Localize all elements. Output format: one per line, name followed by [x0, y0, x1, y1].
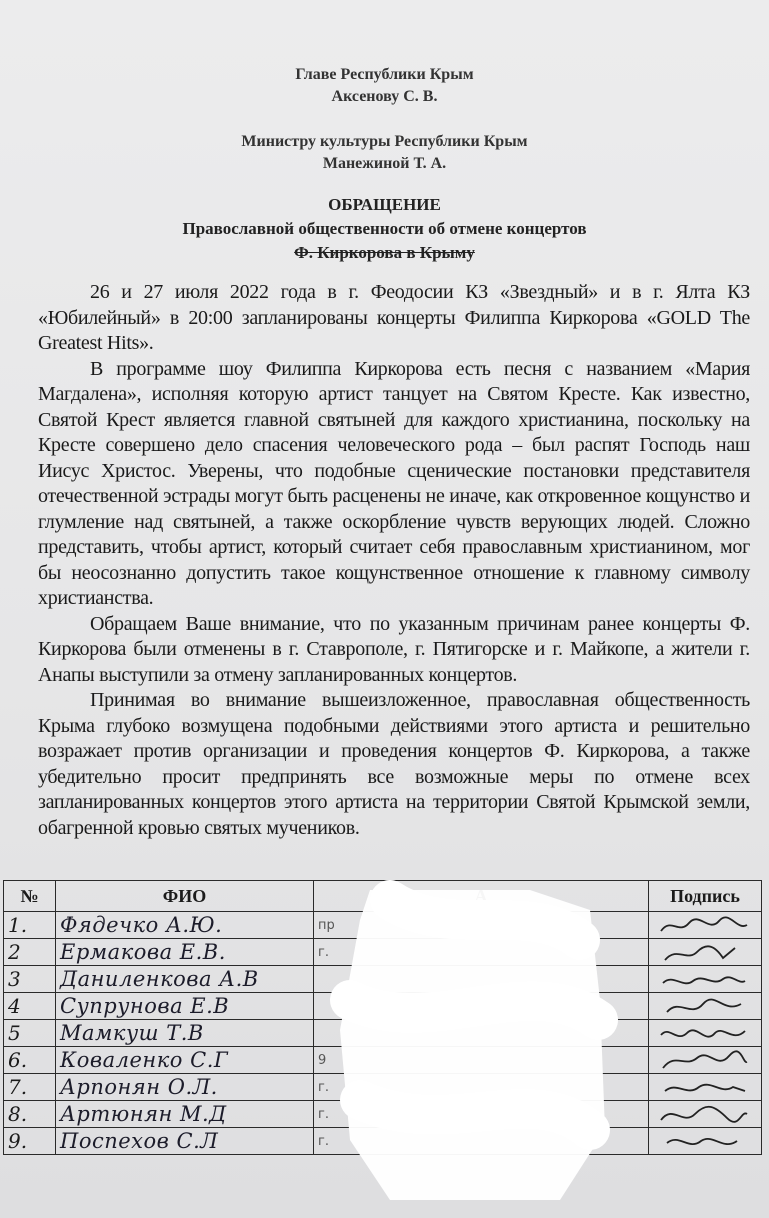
- handwritten-signature: [657, 996, 752, 1018]
- document-subtitle: Православной общественности об отмене концертов: [182, 219, 587, 238]
- row-signature: [649, 912, 762, 939]
- row-number: 9.: [4, 1128, 56, 1155]
- row-number: 3: [4, 966, 56, 993]
- row-fio: Даниленкова А.В: [56, 966, 314, 993]
- row-fio: Мамкуш Т.В: [56, 1020, 314, 1047]
- row-address: г.: [314, 939, 649, 966]
- document-title: ОБРАЩЕНИЕ: [328, 195, 441, 214]
- document-subtitle: Ф. Киркорова в Крыму: [294, 243, 475, 262]
- row-signature: [649, 1074, 762, 1101]
- handwritten-signature: [657, 1131, 752, 1153]
- row-signature: [649, 1047, 762, 1074]
- paragraph-cancellations: Обращаем Ваше внимание, что по указанным причинам ранее концерты Ф. Киркорова были отменены в г. Ставрополе, г. Пятигорске и г. Майкопе, а жители г. Анапы выступили за отмену запланированных концертов.: [38, 612, 750, 686]
- row-fio: Поспехов С.Л: [56, 1128, 314, 1155]
- addressee-line: Главе Республики Крым: [295, 66, 474, 83]
- row-address: г.: [314, 1128, 649, 1155]
- row-fio: Коваленко С.Г: [56, 1047, 314, 1074]
- column-header-fio: ФИО: [56, 881, 314, 912]
- row-fio: Арпонян О.Л.: [56, 1074, 314, 1101]
- row-signature: [649, 1128, 762, 1155]
- row-address: 9: [314, 1047, 649, 1074]
- addressee-minister: [0, 131, 769, 175]
- row-number: 4: [4, 993, 56, 1020]
- row-signature: [649, 966, 762, 993]
- addressee-line: Манежиной Т. А.: [322, 155, 447, 172]
- row-number: 1.: [4, 912, 56, 939]
- row-signature: [649, 939, 762, 966]
- handwritten-signature: [657, 1104, 752, 1126]
- handwritten-signature: [657, 942, 752, 964]
- row-address: пр: [314, 912, 649, 939]
- handwritten-signature: [657, 1050, 752, 1072]
- row-address: г.: [314, 1074, 649, 1101]
- addressee-line: Аксенову С. В.: [331, 88, 438, 105]
- document-heading: [0, 193, 769, 265]
- column-header-num: №: [4, 881, 56, 912]
- paragraph-concerts: 26 и 27 июля 2022 года в г. Феодосии КЗ «Звездный» и в г. Ялта КЗ «Юбилейный» в 20:00 запланированы концерты Филиппа Киркорова «GOLD The Greatest Hits».: [38, 281, 750, 354]
- row-fio: Супрунова Е.В: [56, 993, 314, 1020]
- redaction-scribble: [330, 880, 620, 1210]
- addressee-line: Министру культуры Республики Крым: [241, 133, 528, 150]
- row-number: 6.: [4, 1047, 56, 1074]
- row-signature: [649, 1020, 762, 1047]
- paragraph-program: В программе шоу Филиппа Киркорова есть песня с названием «Мария Магдалена», исполняя которую артист танцует на Святом Кресте. Как известно, Святой Крест является главной святыней для каждого христианина, поскольку на Кресте совершено дело спасения человеческого рода – был распят Господь наш Иисус Христос. Уверены, что подобные сценические постановки представителя отечественной эстрады могут быть расценены не иначе, как откровенное кощунство и глумление над святыней, а также оскорбление чувств верующих людей. Сложно представить, чтобы артист, который считает себя православным христианином, мог бы неосознанно допустить такое кощунственное отношение к главному символу христианства.: [38, 357, 750, 609]
- handwritten-signature: [657, 1023, 752, 1045]
- row-fio: Артюнян М.Д: [56, 1101, 314, 1128]
- row-number: 5: [4, 1020, 56, 1047]
- row-signature: [649, 1101, 762, 1128]
- row-fio: Фядечко А.Ю.: [56, 912, 314, 939]
- row-fio: Ермакова Е.В.: [56, 939, 314, 966]
- row-number: 7.: [4, 1074, 56, 1101]
- column-header-signature: Подпись: [649, 881, 762, 912]
- row-signature: [649, 993, 762, 1020]
- row-number: 8.: [4, 1101, 56, 1128]
- handwritten-signature: [657, 915, 752, 937]
- paragraph-request: Принимая во внимание вышеизложенное, православная общественность Крыма глубоко возмущена подобными действиями этого артиста и решительно возражает против организации и проведения концертов Ф. Киркорова, а также убедительно просит предпринять все возможные меры по отмене всех запланированных концертов этого артиста на территории Святой Крымской земли, обагренной кровью святых мучеников.: [38, 689, 750, 839]
- letter-body: [38, 280, 750, 841]
- handwritten-signature: [657, 1077, 752, 1099]
- row-number: 2: [4, 939, 56, 966]
- row-address: г.: [314, 1101, 649, 1128]
- addressee-governor: [0, 64, 769, 108]
- handwritten-signature: [657, 969, 752, 991]
